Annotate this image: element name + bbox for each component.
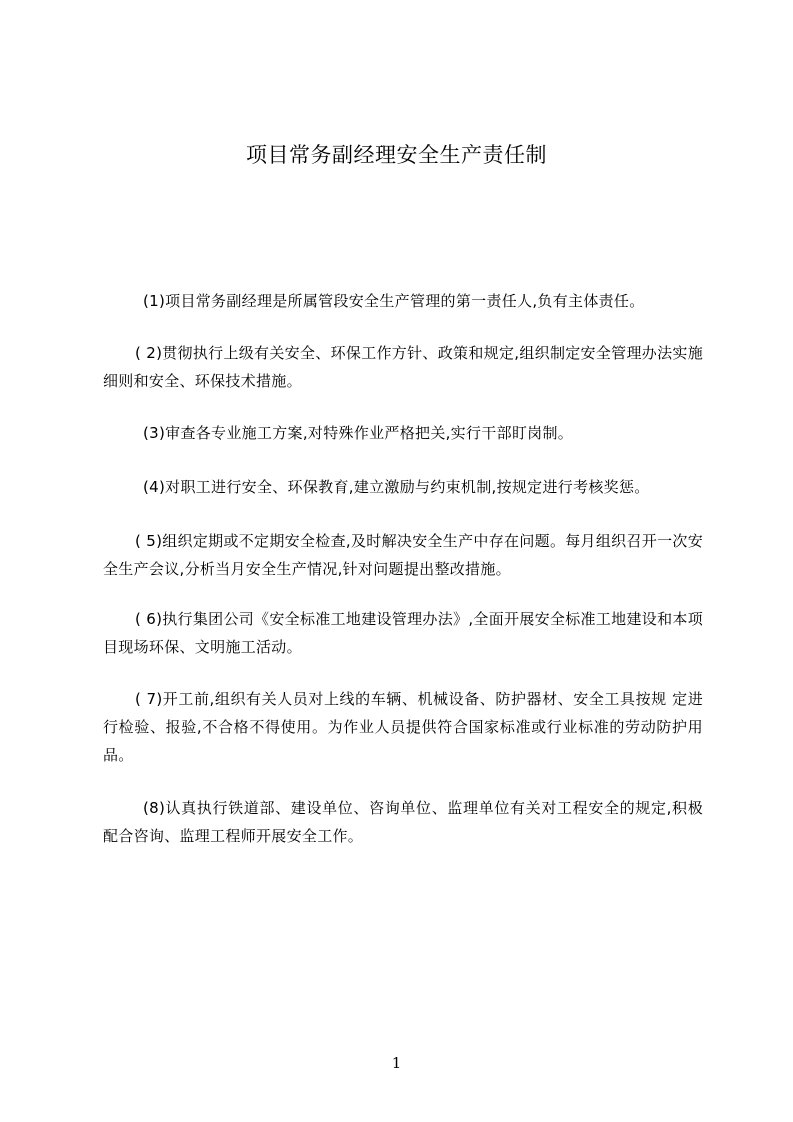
paragraph-8: (8)认真执行铁道部、建设单位、咨询单位、监理单位有关对工程安全的规定,积极配合咨询、监理工程师开展安全工作。	[103, 799, 703, 845]
paragraph-6: ( 6)执行集团公司《安全标准工地建设管理办法》,全面开展安全标准工地建设和本项目现场环保、文明施工活动。	[103, 610, 703, 656]
paragraph-7: ( 7)开工前,组织有关人员对上线的车辆、机械设备、防护器材、安全工具按规 定进行检验、报验,不合格不得使用。为作业人员提供符合国家标准或行业标准的劳动防护用品。	[103, 690, 703, 764]
document-title: 项目常务副经理安全生产责任制	[246, 143, 547, 167]
paragraph-1: (1)项目常务副经理是所属管段安全生产管理的第一责任人,负有主体责任。	[143, 292, 645, 310]
page-number: 1	[391, 1054, 402, 1072]
paragraph-2: ( 2)贯彻执行上级有关安全、环保工作方针、政策和规定,组织制定安全管理办法实施细则和安全、环保技术措施。	[103, 344, 703, 390]
paragraph-4: (4)对职工进行安全、环保教育,建立激励与约束机制,按规定进行考核奖惩。	[143, 478, 650, 496]
paragraph-3: (3)审查各专业施工方案,对特殊作业严格把关,实行干部盯岗制。	[143, 424, 574, 442]
paragraph-5: ( 5)组织定期或不定期安全检查,及时解决安全生产中存在问题。每月组织召开一次安全生产会议,分析当月安全生产情况,针对问题提出整改措施。	[103, 532, 703, 578]
